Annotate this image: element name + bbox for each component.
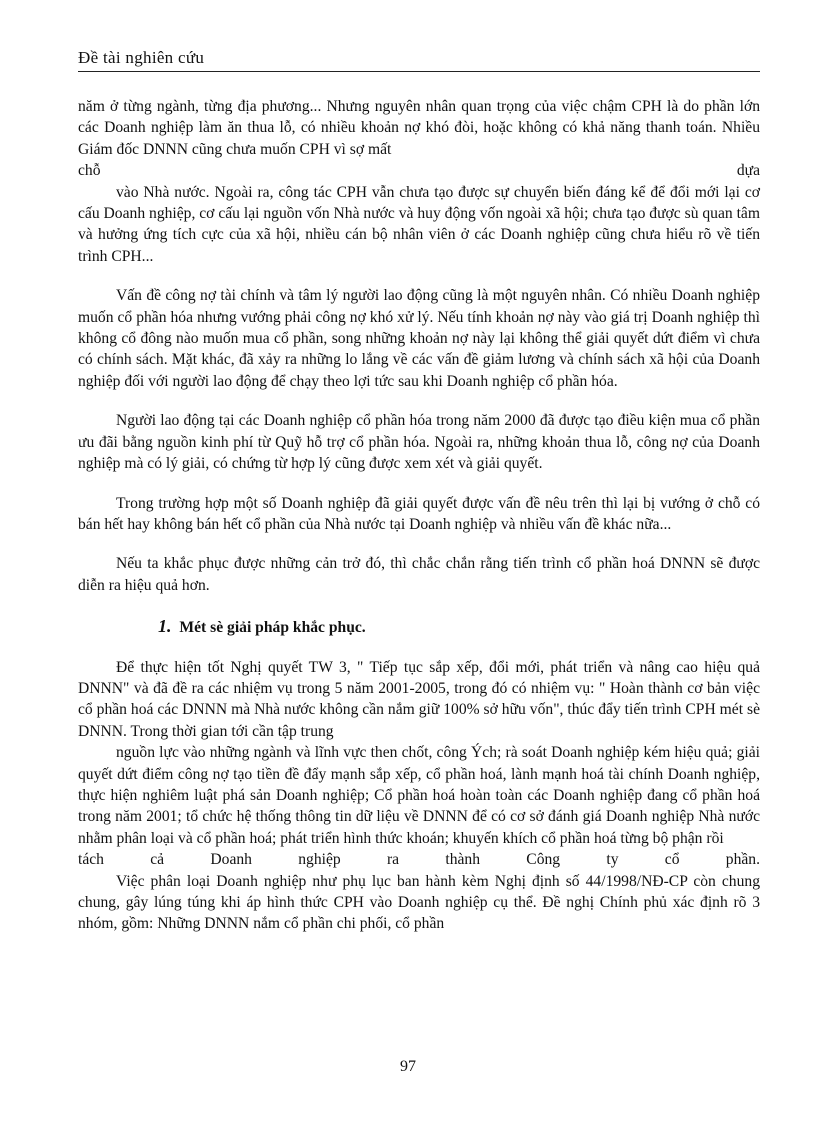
section-paragraph-1a: Để thực hiện tốt Nghị quyết TW 3, " Tiếp tục sắp xếp, đổi mới, phát triển và nâng cao hiệu quả DNNN" và đã đề ra các nhiệm vụ trong 5 năm 2001-2005, trong đó có nhiệm vụ: " Hoàn thành cơ bản việc cổ phần hoá các DNNN mà Nhà nước không cần nắm giữ 100% sở hữu vốn", thúc đẩy tiến trình CPH mét sè DNNN. Trong thời gian tới cần tập trung [78, 658, 760, 740]
paragraph-2: Vấn đề công nợ tài chính và tâm lý người lao động cũng là một nguyên nhân. Có nhiều Doanh nghiệp muốn cổ phần hóa nhưng vướng phải công nợ khó xử lý. Nếu tính khoản nợ này vào giá trị Doanh nghiệp thì không cổ đông nào muốn mua cổ phần, song những khoản nợ này lại không thể giải quyết dứt điểm vì chưa có chính sách. Mặt khác, đã xảy ra những lo lắng về các vấn đề giảm lương và chính sách xã hội của Doanh nghiệp đối với người lao động để chạy theo lợi tức sau khi Doanh nghiệp cổ phần hóa. [78, 287, 760, 390]
paragraph-3: Người lao động tại các Doanh nghiệp cổ phần hóa trong năm 2000 đã được tạo điều kiện mua cổ phần ưu đãi bằng nguồn kinh phí từ Quỹ hỗ trợ cổ phần hóa. Ngoài ra, những khoản thua lỗ, công nợ của Doanh nghiệp mà có lý giải, có chứng từ hợp lý cũng được xem xét và giải quyết. [78, 412, 760, 473]
section-paragraph-2: Việc phân loại Doanh nghiệp như phụ lục ban hành kèm Nghị định số 44/1998/NĐ-CP còn chung chung, gây lúng túng khi áp hình thức CPH vào Doanh nghiệp cụ thể. Đề nghị Chính phủ xác định rõ 3 nhóm, gồm: Những DNNN nắm cổ phần chi phối, cổ phần [78, 872, 760, 933]
paragraph-1b-left: chỗ [78, 162, 101, 180]
running-header: Đề tài nghiên cứu [78, 48, 205, 67]
section-heading [78, 616, 760, 638]
paragraph-5: Nếu ta khắc phục được những cản trở đó, thì chắc chắn rằng tiến trình cổ phần hoá DNNN sẽ được diễn ra hiệu quả hơn. [78, 555, 760, 594]
paragraph-1b-right: dựa [736, 162, 760, 180]
paragraph-1b [78, 160, 760, 181]
section-number: 1. [158, 616, 172, 637]
paragraph-1c: vào Nhà nước. Ngoài ra, công tác CPH vẫn chưa tạo được sự chuyển biến đáng kể để đổi mới lại cơ cấu Doanh nghiệp, cơ cấu lại nguồn vốn Nhà nước và huy động vốn ngoài xã hội; chưa tạo được sù quan tâm và hưởng ứng tích cực của xã hội, nhiều cán bộ nhân viên ở các Doanh nghiệp cũng chưa hiểu rõ về tiến trình CPH... [78, 183, 760, 265]
paragraph-4: Trong trường hợp một số Doanh nghiệp đã giải quyết được vấn đề nêu trên thì lại bị vướng ở chỗ có bán hết hay không bán hết cổ phần của Nhà nước tại Doanh nghiệp và nhiều vấn đề khác nữa... [78, 494, 760, 533]
page-number: 97 [400, 1058, 416, 1075]
section-title: Mét sè giải pháp khắc phục. [179, 619, 366, 637]
document-body [78, 96, 760, 935]
section-paragraph-1c: tách cả Doanh nghiệp ra thành Công ty cổ phần. [78, 851, 760, 869]
section-paragraph-1b: nguồn lực vào những ngành và lĩnh vực then chốt, công Ých; rà soát Doanh nghiệp kém hiệu quả; giải quyết dứt điểm công nợ tạo tiền đề đẩy mạnh sắp xếp, cổ phần hoá, lành mạnh hoá tài chính Doanh nghiệp, thực hiện nghiêm luật phá sản Doanh nghiệp; Cổ phần hoá hoàn toàn các Doanh nghiệp đang cổ phần hoá trong năm 2001; tổ chức hệ thống thông tin dữ liệu về DNNN để có cơ sở đánh giá Doanh nghiệp Nhà nước nhằm phân loại và cổ phần hoá; phát triển hình thức khoán; khuyến khích cổ phần hoá từng bộ phận rồi [78, 744, 760, 847]
paragraph-1a: năm ở từng ngành, từng địa phương... Nhưng nguyên nhân quan trọng của việc chậm CPH là do phần lớn các Doanh nghiệp làm ăn thua lỗ, có nhiều khoản nợ khó đòi, hoặc không có khả năng thanh toán. Nhiều Giám đốc DNNN cũng chưa muốn CPH vì sợ mất [78, 98, 760, 158]
header-rule [78, 71, 760, 72]
